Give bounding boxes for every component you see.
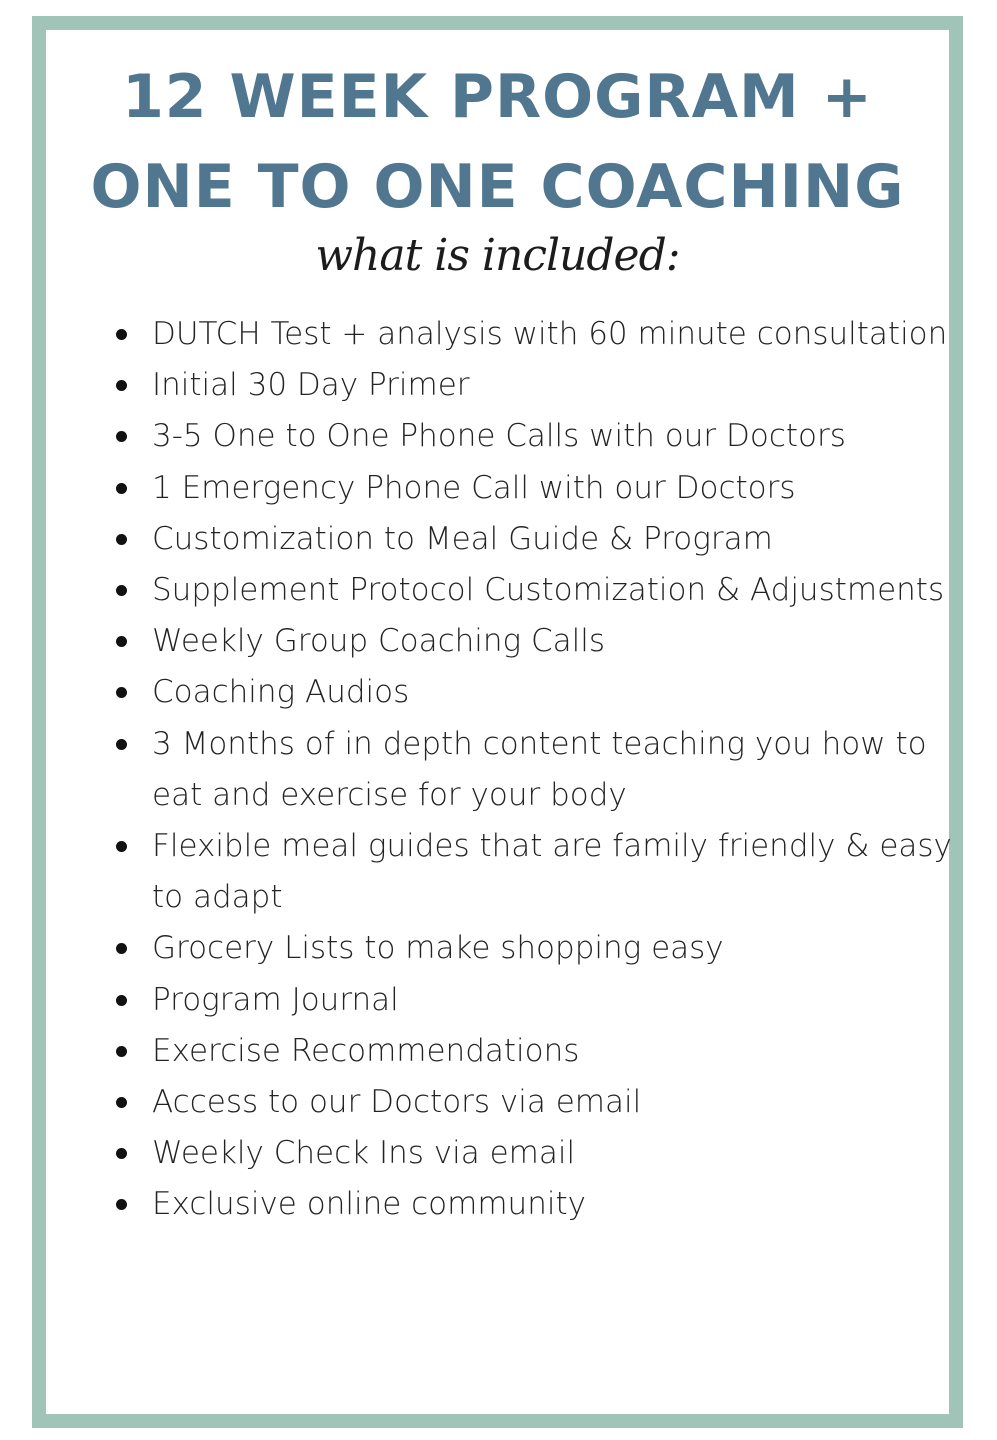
bullet-icon [116, 1199, 127, 1210]
bullet-icon [116, 329, 127, 340]
list-item [116, 1128, 956, 1179]
list-item [116, 309, 956, 360]
list-item [116, 565, 956, 616]
list-item-text: Program Journal [152, 981, 399, 1018]
bullet-icon [116, 943, 127, 954]
page-title: 12 WEEK PROGRAM + ONE TO ONE COACHING [90, 62, 905, 222]
bullet-icon [116, 1046, 127, 1057]
bullet-icon [116, 739, 127, 750]
list-item-text: DUTCH Test + analysis with 60 minute consultation [152, 316, 948, 352]
list-item [116, 411, 956, 462]
bullet-icon [116, 380, 127, 391]
bullet-icon [116, 534, 127, 545]
bullet-icon [116, 483, 127, 494]
page-frame [32, 16, 963, 1428]
bullet-icon [116, 1148, 127, 1159]
list-item [116, 667, 956, 718]
list-item [116, 360, 956, 411]
list-item-text: 3 Months of in depth content teaching you how to eat and exercise for your body [152, 725, 927, 813]
list-item [116, 1179, 956, 1230]
list-item [116, 821, 956, 923]
list-item [116, 975, 956, 1026]
list-item [116, 463, 956, 514]
list-item [116, 514, 956, 565]
list-item-text: Supplement Protocol Customization & Adjustments [152, 572, 945, 609]
list-item-text: Weekly Group Coaching Calls [152, 623, 606, 660]
bullet-icon [116, 995, 127, 1006]
list-item-text: Grocery Lists to make shopping easy [152, 930, 724, 967]
list-item [116, 719, 956, 821]
bullet-icon [116, 636, 127, 647]
list-item-text: Exclusive online community [152, 1186, 586, 1223]
list-item-text: Coaching Audios [152, 674, 410, 711]
bullet-icon [116, 841, 127, 852]
bullet-icon [116, 687, 127, 698]
list-item-text: Access to our Doctors via email [152, 1084, 642, 1121]
list-item-text: Initial 30 Day Primer [152, 367, 470, 404]
bullet-icon [116, 431, 127, 442]
subtitle-script: what is included: [315, 230, 680, 281]
list-item-text: Customization to Meal Guide & Program [152, 520, 773, 557]
included-list [116, 309, 956, 1231]
list-item [116, 923, 956, 974]
list-item-text: 3-5 One to One Phone Calls with our Doctors [152, 418, 846, 455]
bullet-icon [116, 585, 127, 596]
list-item [116, 1026, 956, 1077]
list-item [116, 616, 956, 667]
list-item-text: 1 Emergency Phone Call with our Doctors [152, 469, 796, 506]
list-item [116, 1077, 956, 1128]
list-item-text: Weekly Check Ins via email [152, 1135, 576, 1172]
bullet-icon [116, 1097, 127, 1108]
list-item-text: Exercise Recommendations [152, 1032, 580, 1069]
list-item-text: Flexible meal guides that are family friendly & easy to adapt [152, 828, 952, 916]
